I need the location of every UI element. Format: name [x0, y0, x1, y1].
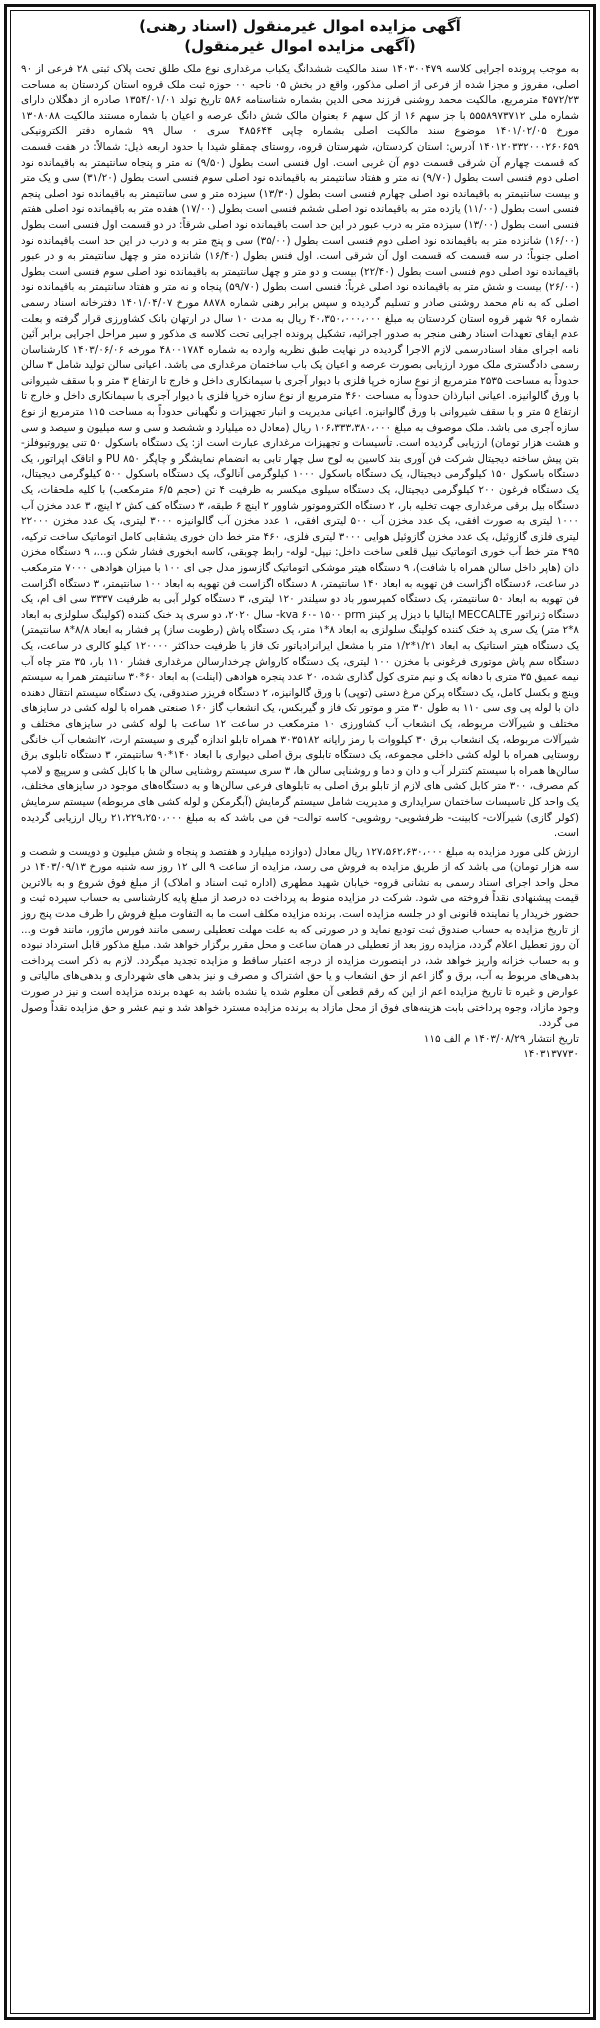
reference-number: ۱۴۰۳۱۳۷۷۳۰: [523, 1048, 579, 1061]
notice-subtitle: (آگهی مزایده اموال غیرمنقول): [184, 37, 416, 55]
auction-notice: [4, 4, 596, 2020]
notice-body-paragraph-2: ارزش کلی مورد مزایده به مبلغ ۱۲۷،۵۶۲،۶۳۰،۰۰۰ ریال معادل (دوازده میلیارد و هفتصد و پنجاه و شش میلیون و دویست و شصت و سه هزار تومان) می باشد که از طریق مزایده به فروش می رسد، مزایده از ساعت ۹ الی ۱۲ روز سه شنبه مورخ ۱۴۰۳/۰۹/۱۳ در محل واحد اجرای اسناد رسمی به نشانی قروه- خیابان شهید مطهری (اداره ثبت اسناد و املاک) از مبلغ فوق شروع و به بالاترین قیمت پیشنهادی نقداً فروخته می شود. شرکت در مزایده منوط به پرداخت ده درصد از مبلغ پایه کارشناسی به حساب سپرده ثبت و حضور خریدار یا نماینده قانونی او در جلسه مزایده است. برنده مزایده مکلف است ما به التفاوت مبلغ فروش را ظرف مدت پنج روز از تاریخ مزایده به حساب صندوق ثبت تودیع نماید و در صورتی که به علت مهلت تعطیلی رسمی مانند فورس ماژور، مانند فوت و... آن روز تعطیل اعلام گردد، مزایده روز بعد از تعطیلی در همان ساعت و محل مقرر برگزار خواهد شد. مبلغ مذکور قابل استرداد نبوده و به حساب خزانه واریز خواهد شد، در اینصورت مزایده از درجه اعتبار ساقط و مزایده تجدید میگردد. لازم به ذکر است پرداخت بدهی‌های مربوط به آب، برق و گاز اعم از حق انشعاب و یا حق اشتراک و مصرف و نیز بدهی های شهرداری و بدهی‌های مالیاتی و عوارض و غیره تا تاریخ مزایده اعم از این که رقم قطعی آن معلوم شده یا نشده باشد به عهده برنده مزایده است و نیز در صورت وجود مازاد، وجوه پرداختی بابت هزینه‌های فوق از محل مازاد به برنده مزایده مسترد خواهد شد و نیم عشر و حق مزایده نقداً وصول می گردد.: [21, 845, 579, 1030]
notice-title: آگهی مزایده اموال غیرمنقول (اسناد رهنی): [139, 17, 461, 35]
publish-date: تاریخ انتشار ۱۴۰۳/۰۸/۲۹ م الف ۱۱۵: [423, 1032, 579, 1045]
notice-body-paragraph-1: به موجب پرونده اجرایی کلاسه ۱۴۰۳۰۰۴۷۹ سند مالکیت ششدانگ یکباب مرغداری نوع ملک طلق تحت پلاک ثبتی ۲۸ فرعی از ۹۰ اصلی، مفروز و مجزا شده از فرعی از اصلی مذکور، واقع در بخش ۰۵ ناحیه ۰۰ حوزه ثبت ملک قروه استان کردستان به مساحت ۴۵۷۲/۲۳ مترمربع، مالکیت محمد روشنی فرزند محی الدین بشماره شناسنامه ۵۸۶ تاریخ تولد ۱۳۵۴/۰۱/۰۱ صادره از دهگلان دارای شماره ملی ۵۵۵۸۹۷۳۷۱۲ با جز سهم ۱۶ از کل سهم ۶ بعنوان مالک شش دانگ عرصه و اعیان با شماره مستند مالکیت ۱۳۰۸۰۸۸ مورخ ۱۴۰۱/۰۲/۰۵ موضوع سند مالکیت اصلی بشماره چاپی ۴۸۵۶۴۴ سری ۰ سال ۹۹ شماره دفتر الکترونیکی ۱۴۰۱۲۰۳۳۲۰۰۰۲۶۰۶۵۹ آدرس: استان کردستان، شهرستان قروه، روستای چمقلو شیدا با حدود اربعه ذیل: شمالاً: در هفت قسمت که قسمت چهارم آن شرقی قسمت دوم آن غربی است. اول فنسی است بطول (۹/۵۰) نه متر و پنجاه سانتیمتر به باقیمانده نود اصلی دوم فنسی است بطول (۹/۷۰) نه متر و هفتاد سانتیمتر به باقیمانده نود اصلی سوم فنسی است بطول (۳۱/۲۰) سی و یک متر و بیست سانتیمتر به باقیمانده نود اصلی چهارم فنسی است بطول (۱۳/۳۰) سیزده متر و سی سانتیمتر به باقیمانده نود اصلی پنجم فنسی است بطول (۱۱/۰۰) یازده متر به باقیمانده نود اصلی ششم فنسی است بطول (۱۷/۰۰) هفده متر به باقیمانده نود اصلی هفتم فنسی است بطول (۱۳/۰۰) سیزده متر به درب عبور در این حد است باقیمانده نود اصلی شرقاً: در دو قسمت اول فنسی است بطول (۱۶/۰۰) شانزده متر به باقیمانده نود اصلی دوم فنسی است بطول (۳۵/۰۰) سی و پنج متر به و درب در این حد است باقیمانده نود اصلی جنوباً: در سه قسمت که قسمت اول آن شرقی است. اول فنس بطول (۱۶/۴۰) شانزده متر و چهل سانتیمتر به و در عبور باقیمانده نود اصلی دوم فنسی است بطول (۲۲/۴۰) بیست و دو متر و چهل سانتیمتر به باقیمانده نود اصلی سوم فنسی است بطول (۲۶/۰۰) بیست و شش متر به باقیمانده نود اصلی غرباً: فنسی است بطول (۵۹/۷۰) پنجاه و نه متر و هفتاد سانتیمتر به باقیمانده نود اصلی که به نام محمد روشنی صادر و تسلیم گردیده و سپس برابر رهنی شماره ۸۸۷۸ مورخ ۱۴۰۱/۰۴/۰۷ دفترخانه اسناد رسمی شماره ۹۶ شهر قروه استان کردستان به مبلغ ۴۰،۳۵۰،۰۰۰،۰۰۰ ریال به مدت ۱۰ سال در ارتهان بانک کشاورزی قرار گرفته و بعلت عدم ایفای تعهدات اسناد رهنی منجر به صدور اجرائیه، تشکیل پرونده اجرایی تحت کلاسه ی مذکور و سیر مراحل اجرایی برابر آئین نامه اجرای مفاد اسنادرسمی لازم الاجرا گردیده در نهایت طبق نظریه وارده به شماره ۴۸۰۰۱۷۸۴ مورخه ۱۴۰۳/۰۶/۰۶ کارشناسان رسمی دادگستری ملک مورد ارزیابی بصورت عرصه و اعیان یک باب ساختمان مرغداری می باشد. اعیانی سالن تولید شامل ۳ سالن حدوداً به مساحت ۲۵۳۵ مترمربع از نوع سازه خرپا فلزی با دیوار آجری با سیمانکاری داخل و خارج تا ارتفاع ۳ متر و با سقف شیروانی با ورق گالوانیزه. اعیانی انبارذان حدوداً به مساحت ۴۶۰ مترمربع از نوع سازه خرپا فلزی با دیوار آجری با سیمانکاری داخل و خارج تا ارتفاع ۵ متر و با سقف شیروانی با ورق گالوانیزه. اعیانی مدیریت و انبار تجهیزات و نگهبانی حدوداً به مساحت ۱۱۵ مترمربع از نوع سازه آجری می باشد. ملک موصوف به مبلغ ۱۰۶،۳۳۳،۳۸۰،۰۰۰ ریال (معادل ده میلیارد و ششصد و سی و سه میلیون و سیصد و سی و هشت هزار تومان) ارزیابی گردیده است. تأسیسات و تجهیزات مرغداری عبارت است از: یک دستگاه باسکول ۵۰ تنی یوروتیوفلز- بتن پیش ساخته دیجیتال شرکت فن آوری بند کاسین به لوح سل چهار تابی به انضمام نمایشگر و چاپگر PU ۸۵۰ و اتاقک اپراتور، یک دستگاه باسکول ۱۵۰ کیلوگرمی دیجیتال، یک دستگاه باسکول ۱۰۰۰ کیلوگرمی آنالوگ، یک دستگاه باسکول ۵۰۰ کیلوگرمی دیجیتال، یک دستگاه فرغون ۲۰۰ کیلوگرمی دیجیتال، یک دستگاه سیلوی میکسر به ظرفیت ۴ تن (حجم ۶/۵ مترمکعب) با کلیه ملحقات، یک دستگاه بیل برقی مرغداری جهت تخلیه بار، ۲ دستگاه الکتروموتور شاوور ۲ اینچ ۶ طبقه، ۳ دستگاه کف کش ۲ اینچ، ۳ عدد مخزن آب ۱۰۰۰ لیتری به صورت افقی، یک عدد مخزن آب ۵۰۰ لیتری افقی، ۱ عدد مخزن آب گالوانیزه ۳۰۰۰ لیتری، یک عدد مخزن ۲۲۰۰۰ لیتری فلزی گازوئیل، یک عدد مخزن گازوئیل هوایی ۳۰۰۰ لیتری فلزی، ۴۶۰ متر خط دان خوری یشقابی کامل اتوماتیک ساخت ترکیه، ۴۹۵ متر خط آب خوری اتوماتیک نیپل قلعی ساخت داخل: نیپل- لوله- رابط چوبقی، کاسه ابخوری فشار شکن و...، ۹ دستگاه مخزن دان (هاپر داخل سالن همراه با شافت)، ۹ دستگاه هیتر موشکی اتوماتیک گازسوز مدل جی ای ۱۰۰ با میزان هوادهی ۷۰۰۰ مترمکعب در ساعت، ۶دستگاه اگزاست فن تهویه به ابعاد ۱۴۰ سانتیمتر، ۸ دستگاه اگزاست فن تهویه به ابعاد ۱۰۰ سانتیمتر، ۳ دستگاه اگزاست فن تهویه به ابعاد ۵۰ سانتیمتر، یک دستگاه کمپرسور باد دو سیلندر ۱۲۰ لیتری، ۳ دستگاه کولر آبی به ظرفیت ۳۳۳۷ سی اف ام، یک دستگاه ژنراتور MECCALTE ایتالیا با دیزل پر کینز kva ۶۰- ۱۵۰۰ prm- سال ۲۰۲۰، دو سری پد خنک کننده (کولینگ سلولزی به ابعاد ۸*۲ متر) یک سری پد خنک کننده کولینگ سلولزی به ابعاد ۸*۱ متر، یک دستگاه پاش (رطوبت ساز) پر فشار به ابعاد ۸/۸*۸ سانتیمتر) یک دستگاه هیتر استاتیک به ابعاد ۱/۲۱*۱/۲ متر با مشعل ایرانرادیاتور تک فاز با ظرفیت حداکثر ۱۲۰۰۰۰ کیلو کالری در ساعت، یک دستگاه سم پاش موتوری فرغونی با مخزن ۱۰۰ لیتری، یک دستگاه کارواش چرخدارسالن مرغداری فشار ۱۱۰ بار، ۳۵ متر چاه آب نیمه عمیق ۳۵ متری با دهانه یک و نیم متری کول گذاری شده، ۲۰ عدد پنجره هوادهی (اینلت) به ابعاد ۶۰*۳۰ سانتیمتر همرا به سیستم وینچ و بکسل کامل، یک دستگاه پرکن مرغ دستی (توپی) با ورق گالوانیزه، ۲ دستگاه فریزر صندوقی، یک دستگاه سیستم انتقال دهنده دان با لوله پی وی سی ۱۱۰ به طول ۳۰ متر و موتور تک فاز و گیربکس، یک انشعاب گاز ۱۶۰ صنعتی همراه با لوله کشی در سایزهای مختلف و شیرآلات مربوطه، یک انشعاب آب کشاورزی ۱۰ مترمکعب در ساعت ۱۲ ساعت با لوله کشی در سایزهای مختلف و شیرآلات مربوطه، یک انشعاب برق ۳۰ کیلووات با رمز رایانه ۳۰۳۵۱۸۲ همراه تابلو اندازه گیری و سیستم ارت، ۲انشعاب آب خانگی روستایی همراه با لوله کشی داخلی مجموعه، یک دستگاه تابلوی برق اصلی دیواری با ابعاد ۱۴۰*۹۰ سانتیمتر، ۳ دستگاه تابلوی برق سالن‌ها همراه با سیستم کنترلر آب و دان و دما و روشنایی سالن ها، ۳ سری سیستم روشنایی سالن ها با کابل کشی و سرپیچ و لامپ کم مصرف، ۳۰۰ متر کابل کشی های لازم از تابلو برق اصلی به تابلوهای فرعی سالن‌ها و به دستگاه‌های موجود در سایزهای مختلف، یک واحد کل تاسیسات ساختمان سرایداری و مدیریت شامل سیستم گرمایش (آبگرمکن و لوله کشی های مربوطه) سیستم سرمایش (کولر گازی) شیرآلات- کابینت- ظرفشویی- روشویی- کاسه توالت- فن می باشد که به مبلغ ۲۱،۲۲۹،۲۵۰،۰۰۰ ریال ارزیابی گردیده است.: [21, 63, 580, 840]
notice-footer: [21, 1032, 579, 1063]
